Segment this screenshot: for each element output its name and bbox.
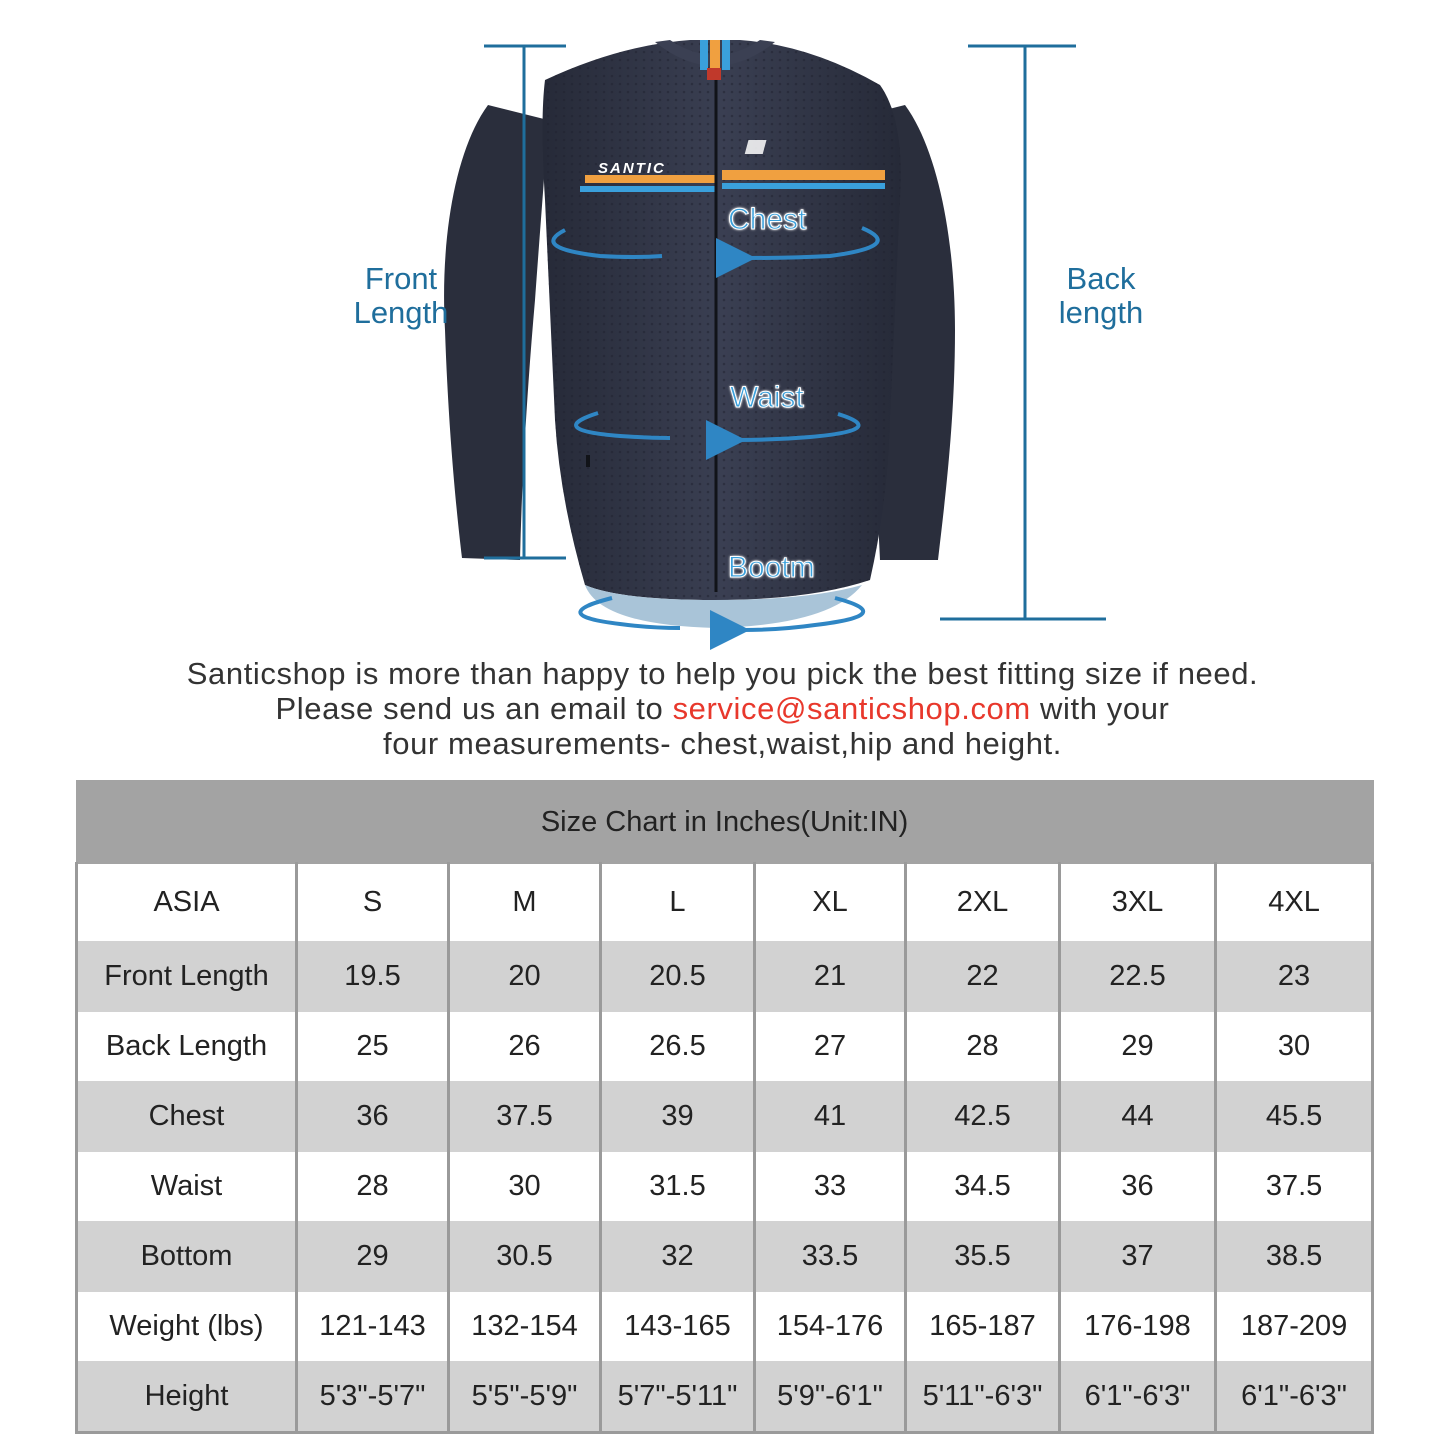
front-length-label: Front Length	[353, 261, 449, 330]
header-cell: 2XL	[906, 863, 1060, 942]
table-cell: 30	[1216, 1012, 1373, 1082]
table-cell: 41	[755, 1082, 906, 1152]
table-cell: 26.5	[601, 1012, 755, 1082]
table-cell: 30	[449, 1152, 601, 1222]
table-cell: 37.5	[1216, 1152, 1373, 1222]
intro-text	[0, 656, 1445, 761]
table-cell: 33.5	[755, 1222, 906, 1292]
table-cell: 31.5	[601, 1152, 755, 1222]
collar-orange-stripe	[710, 40, 720, 70]
table-cell: 36	[297, 1082, 449, 1152]
table-cell: 6'1"-6'3"	[1060, 1362, 1216, 1433]
table-row	[77, 1362, 1373, 1433]
left-sleeve	[444, 105, 548, 560]
row-label-cell: Chest	[77, 1082, 297, 1152]
table-cell: 176-198	[1060, 1292, 1216, 1362]
table-cell: 187-209	[1216, 1292, 1373, 1362]
email-link[interactable]: service@santicshop.com	[672, 691, 1031, 726]
table-cell: 132-154	[449, 1292, 601, 1362]
table-cell: 121-143	[297, 1292, 449, 1362]
table-row	[77, 1222, 1373, 1292]
table-cell: 28	[906, 1012, 1060, 1082]
back-length-dimension	[940, 46, 1106, 619]
table-cell: 6'1"-6'3"	[1216, 1362, 1373, 1433]
table-row	[77, 942, 1373, 1012]
collar-blue-stripe	[700, 40, 708, 70]
intro-line-1: Santicshop is more than happy to help you pick the best fitting size if need.	[186, 656, 1259, 691]
table-cell: 42.5	[906, 1082, 1060, 1152]
chest-label: Chest	[728, 203, 807, 236]
header-cell: 4XL	[1216, 863, 1373, 942]
table-cell: 32	[601, 1222, 755, 1292]
table-cell: 19.5	[297, 942, 449, 1012]
table-cell: 26	[449, 1012, 601, 1082]
table-cell: 33	[755, 1152, 906, 1222]
chest-blue-stripe	[580, 186, 715, 192]
header-cell: S	[297, 863, 449, 942]
table-cell: 35.5	[906, 1222, 1060, 1292]
emblem-icon	[745, 140, 767, 154]
row-label-cell: Height	[77, 1362, 297, 1433]
table-cell: 25	[297, 1012, 449, 1082]
table-cell: 34.5	[906, 1152, 1060, 1222]
zipper-tag	[707, 68, 721, 80]
table-row	[77, 1152, 1373, 1222]
row-label-cell: Bottom	[77, 1222, 297, 1292]
row-label-cell: Weight (lbs)	[77, 1292, 297, 1362]
table-cell: 27	[755, 1012, 906, 1082]
size-chart-table	[75, 780, 1374, 1434]
table-cell: 39	[601, 1082, 755, 1152]
brand-logo: SANTIC	[598, 160, 666, 177]
jersey-illustration	[0, 0, 1445, 650]
table-cell: 20.5	[601, 942, 755, 1012]
intro-line-2: Please send us an email to service@santicshop.com with your	[275, 691, 1170, 726]
table-cell: 29	[297, 1222, 449, 1292]
table-cell: 22	[906, 942, 1060, 1012]
table-cell: 45.5	[1216, 1082, 1373, 1152]
table-cell: 5'7"-5'11"	[601, 1362, 755, 1433]
header-cell: M	[449, 863, 601, 942]
table-cell: 30.5	[449, 1222, 601, 1292]
table-row	[77, 1082, 1373, 1152]
table-caption: Size Chart in Inches(Unit:IN)	[77, 781, 1373, 863]
collar-blue-stripe-2	[722, 40, 730, 70]
table-cell: 29	[1060, 1012, 1216, 1082]
table-cell: 5'11"-6'3"	[906, 1362, 1060, 1433]
header-cell: ASIA	[77, 863, 297, 942]
table-cell: 143-165	[601, 1292, 755, 1362]
intro-line-3: four measurements- chest,waist,hip and height.	[383, 726, 1062, 761]
table-cell: 38.5	[1216, 1222, 1373, 1292]
table-cell: 20	[449, 942, 601, 1012]
table-cell: 28	[297, 1152, 449, 1222]
waist-label: Waist	[730, 381, 804, 414]
row-label-cell: Waist	[77, 1152, 297, 1222]
table-cell: 165-187	[906, 1292, 1060, 1362]
header-cell: XL	[755, 863, 906, 942]
table-cell: 44	[1060, 1082, 1216, 1152]
table-cell: 5'5"-5'9"	[449, 1362, 601, 1433]
table-cell: 5'3"-5'7"	[297, 1362, 449, 1433]
table-row	[77, 1012, 1373, 1082]
table-cell: 21	[755, 942, 906, 1012]
size-header-row	[77, 863, 1373, 942]
bottom-label: Bootm	[728, 551, 815, 584]
jersey-figure	[0, 0, 1445, 650]
back-length-label: Back length	[1058, 261, 1144, 330]
table-row	[77, 1292, 1373, 1362]
table-cell: 154-176	[755, 1292, 906, 1362]
table-cell: 37.5	[449, 1082, 601, 1152]
table-cell: 36	[1060, 1152, 1216, 1222]
header-cell: L	[601, 863, 755, 942]
table-cell: 37	[1060, 1222, 1216, 1292]
row-label-cell: Front Length	[77, 942, 297, 1012]
table-body	[77, 863, 1373, 1433]
table-cell: 22.5	[1060, 942, 1216, 1012]
header-cell: 3XL	[1060, 863, 1216, 942]
row-label-cell: Back Length	[77, 1012, 297, 1082]
table-cell: 23	[1216, 942, 1373, 1012]
table-cell: 5'9"-6'1"	[755, 1362, 906, 1433]
